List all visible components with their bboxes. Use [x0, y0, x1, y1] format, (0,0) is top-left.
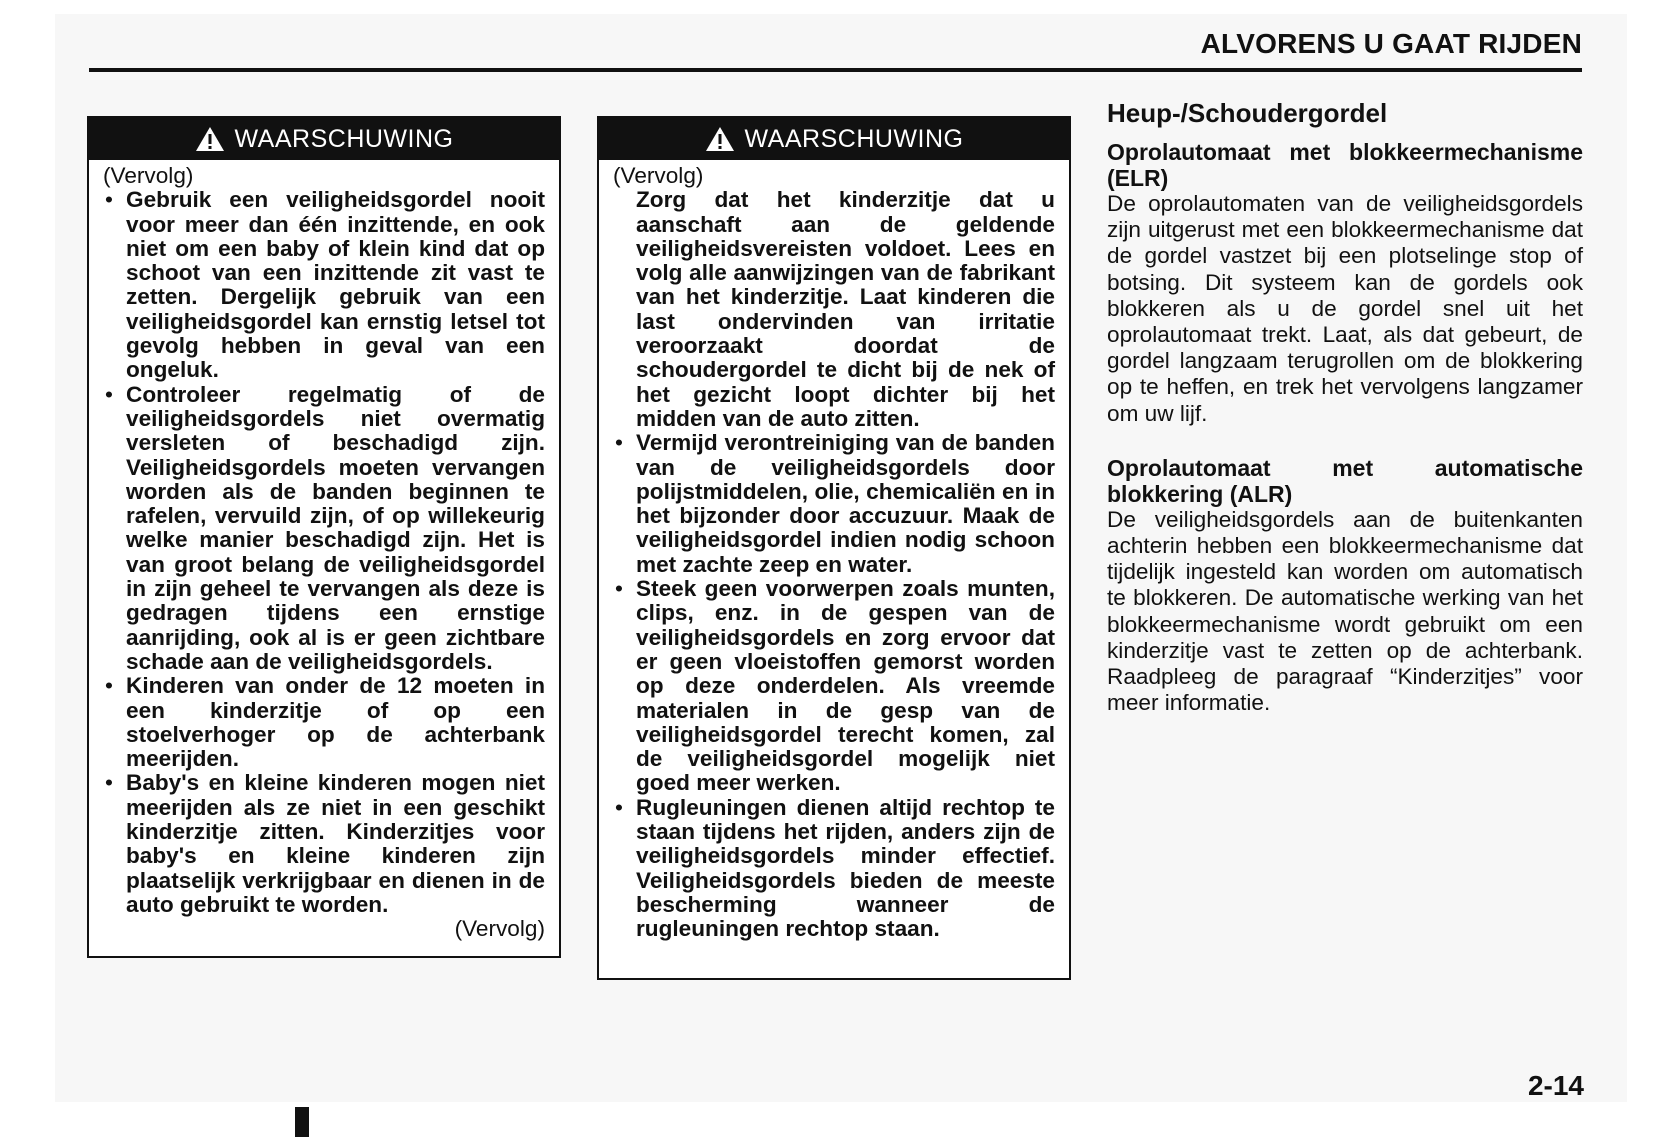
right-column	[1107, 98, 1583, 716]
page-edge-mark	[295, 1107, 309, 1137]
continued-label-bottom: (Vervolg)	[454, 916, 545, 942]
warning-bullet-list	[613, 431, 1055, 941]
bullet-item: • Baby's en kleine kinderen mogen niet meerijden als ze niet in een geschikt kinderzitje zitten. Kinderzitjes voor baby's en kleine kinderen zijn plaatselijk verkrijgbaar en dienen in de auto gebruikt te worden.	[103, 771, 545, 917]
warning-header	[89, 118, 559, 160]
continued-label: (Vervolg)	[103, 163, 194, 188]
warning-triangle-icon	[195, 126, 225, 152]
section-title: Heup-/Schoudergordel	[1107, 98, 1388, 128]
warning-intro-text: Zorg dat het kinderzitje dat u aanschaft aan de geldende veiligheidsvereisten voldoet. Lees en volg alle aanwijzingen van de fabrikant van het kinderzitje. Laat kinderen die last ondervinden van irritatie veroorzaakt doordat de schoudergordel te dicht bij de nek of het gezicht loopt dichter bij het midden van de auto zitten.	[636, 187, 1055, 431]
bullet-item: • Rugleuningen dienen altijd rechtop te staan tijdens het rijden, anders zijn de veiligheidsgordels minder effectief. Veiligheidsgordels bieden de meeste bescherming wanneer de rugleuningen rechtop staan.	[613, 796, 1055, 942]
warning-header	[599, 118, 1069, 160]
chapter-title: ALVORENS U GAAT RIJDEN	[1200, 28, 1582, 59]
continued-label: (Vervolg)	[613, 163, 704, 188]
warning-header-label: WAARSCHUWING	[744, 124, 964, 153]
bullet-item: • Vermijd verontreiniging van de banden van de veiligheidsgordels door polijstmiddelen, olie, chemicaliën en in het bijzonder door accuzuur. Maak de veiligheidsgordel indien nodig schoon met zachte zeep en water.	[613, 431, 1055, 577]
warning-body	[89, 160, 559, 948]
bullet-item: • Gebruik een veiligheidsgordel nooit voor meer dan één inzittende, en ook niet om een baby of klein kind dat op schoot van een inzittende zit vast te zetten. Dergelijk gebruik van een veiligheidsgordel kan ernstig letsel tot gevolg hebben in geval van een ongeluk.	[103, 188, 545, 382]
subsection-heading-alr: Oprolautomaat met automatische blokkering (ALR)	[1107, 454, 1583, 507]
warning-header-label: WAARSCHUWING	[234, 124, 454, 153]
bullet-item: • Steek geen voorwerpen zoals munten, clips, enz. in de gespen van de veiligheidsgordels en zorg ervoor dat er geen vloeistoffen gemorst worden op deze onderdelen. Als vreemde materialen in de gesp van de veiligheidsgordel terecht komen, zal de veiligheidsgordel mogelijk niet goed meer werken.	[613, 577, 1055, 796]
subsection-heading-elr: Oprolautomaat met blokkeermechanisme (ELR)	[1107, 139, 1583, 191]
header-rule	[89, 68, 1582, 72]
subsection-text-alr: De veiligheidsgordels aan de buitenkanten achterin hebben een blokkeermechanisme dat tijdelijk ingesteld kan worden om automatisch te blokkeren. De automatische werking van het blokkeermechanisme wordt gebruikt om een kinderzitje vast te zetten op de achterbank. Raadpleeg de paragraaf “Kinderzitjes” voor meer informatie.	[1107, 506, 1583, 716]
bullet-item: • Kinderen van onder de 12 moeten in een kinderzitje of op een stoelverhoger op de achterbank meerijden.	[103, 674, 545, 771]
warning-triangle-icon	[705, 126, 735, 152]
bullet-item: • Controleer regelmatig of de veiligheidsgordels niet overmatig versleten of beschadigd zijn. Veiligheidsgordels moeten vervangen worden als de banden beginnen te rafelen, vervuild zijn, of op willekeurig welke manier beschadigd zijn. Het is van groot belang de veiligheidsgordel in zijn geheel te vervangen als deze is gedragen tijdens een ernstige aanrijding, ook al is er geen zichtbare schade aan de veiligheidsgordels.	[103, 383, 545, 675]
page-number: 2-14	[1527, 1070, 1584, 1101]
subsection-text-elr: De oprolautomaten van de veiligheidsgordels zijn uitgerust met een blokkeermechanisme dat de gordel vastzet bij een plotselinge stop of botsing. Dit systeem kan de gordels ook blokkeren als u de gordel snel uit het oprolautomaat trekt. Laat, als dat gebeurt, de gordel langzaam terugrollen om de blokkering op te heffen, en trek het vervolgens langzamer om uw lijf.	[1107, 191, 1583, 426]
warning-body	[599, 160, 1069, 948]
warning-box-1	[87, 116, 561, 958]
warning-box-2	[597, 116, 1071, 980]
warning-bullet-list	[103, 188, 545, 917]
